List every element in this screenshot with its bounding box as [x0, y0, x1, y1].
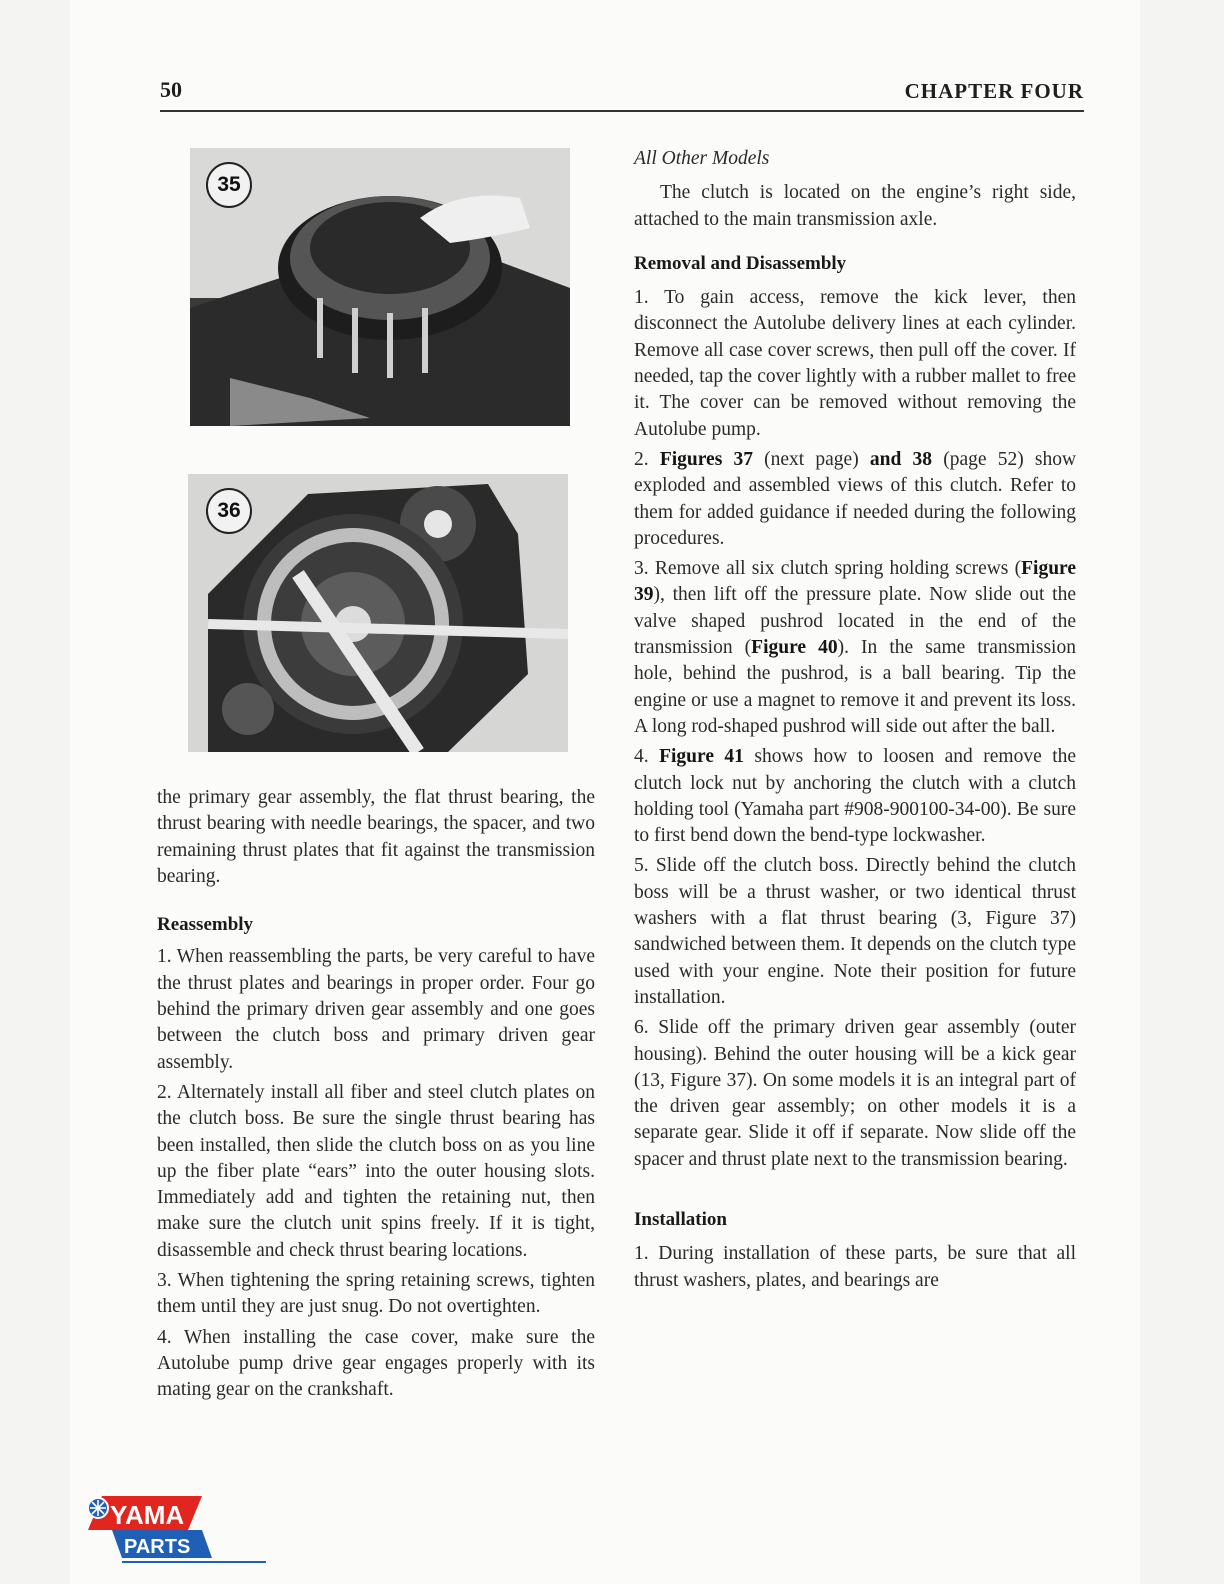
figure-ref: Figures 37 [659, 448, 753, 470]
step-text: Remove all six clutch spring holding screws ( [654, 558, 1022, 580]
logo-top-text: YAMA [110, 1500, 185, 1530]
installation-step [634, 1241, 1076, 1294]
removal-heading: Removal and Disassembly [634, 252, 847, 274]
step-text: To gain access, remove the kick lever, then disconnect the Autolube delivery lines at each cylinder. Remove all case cover screws, then pull off the cover. If needed, tap the cover lightly with a rubber mallet to free it. The cover can be removed without removing the Autolube pump. [634, 287, 1076, 440]
removal-step [634, 556, 1076, 740]
step-text: ), then lift off the pressure plate. Now slide out the valve shaped pushrod located in the end of the transmission ( [634, 584, 1076, 659]
step-text: (page 52) show exploded and assembled views of this clutch. Refer to them for added guidance if needed during the following procedures. [634, 448, 1077, 549]
page-header [160, 72, 1084, 112]
removal-step [634, 744, 1076, 849]
chapter-title: CHAPTER FOUR [904, 79, 1084, 103]
reassembly-step [157, 1268, 595, 1321]
step-number: 2. [157, 1081, 172, 1103]
step-text: When reassembling the parts, be very careful to have the thrust plates and bearings in proper order. Four go behind the primary driven gear assembly and one goes between the clutch boss and primary driven gear assembly. [157, 946, 595, 1073]
step-number: 3. [157, 1270, 172, 1292]
step-text: ). In the same transmission hole, behind the pushrod, is a ball bearing. Tip the engine or use a magnet to remove it and prevent its loss. A long rod-shaped pushrod will side out after the ball. [634, 637, 1076, 737]
intro-paragraph: The clutch is located on the engine’s right side, attached to the main transmission axle. [634, 182, 1076, 230]
figure-number-badge: 35 [206, 162, 252, 208]
step-text: When tightening the spring retaining screws, tighten them until they are just snug. Do not overtighten. [157, 1270, 595, 1318]
reassembly-step [157, 1325, 595, 1404]
figure-number-badge: 36 [206, 488, 252, 534]
reassembly-step [157, 1080, 595, 1264]
continued-paragraph: the primary gear assembly, the flat thrust bearing, the thrust bearing with needle bearings, the spacer, and two remaining thrust plates that fit against the transmission bearing. [157, 787, 595, 887]
step-number: 4. [157, 1326, 172, 1348]
step-text: When installing the case cover, make sure the Autolube pump drive gear engages properly with its mating gear on the crankshaft. [157, 1326, 595, 1401]
reassembly-heading: Reassembly [157, 914, 254, 936]
step-text: (next page) [764, 448, 859, 470]
figure-ref: Figure 39 [634, 558, 1076, 606]
step-number: 5. [634, 855, 649, 877]
page-number: 50 [160, 77, 182, 102]
yama-parts-logo-graphic [84, 1490, 274, 1564]
step-number: 1. [157, 946, 172, 968]
step-number: 2. [634, 448, 649, 470]
step-text: During installation of these parts, be sure that all thrust washers, plates, and bearings are [634, 1243, 1076, 1291]
yama-parts-logo [84, 1490, 274, 1564]
figure-ref: Figure 40 [751, 637, 838, 659]
removal-step [634, 853, 1076, 1011]
removal-step [634, 447, 1076, 552]
step-number: 1. [634, 1243, 649, 1265]
step-text: Slide off the primary driven gear assembly (outer housing). Behind the outer housing will be a kick gear (13, Figure 37). On some models it is an integral part of the driven gear assembly; on other models it is a separate gear. Slide it off if separate. Now slide off the spacer and thrust plate next to the transmission bearing. [634, 1017, 1076, 1170]
installation-heading: Installation [634, 1208, 727, 1230]
reassembly-step [157, 944, 595, 1075]
figure-35-photo [190, 148, 570, 426]
removal-step [634, 1015, 1076, 1173]
step-text: Slide off the clutch boss. Directly behind the clutch boss will be a thrust washer, or two identical thrust washers with a flat thrust bearing (3, Figure 37) sandwiched between them. It depends on the clutch type used with your engine. Note their position for future installation. [634, 855, 1077, 1008]
figure-ref: Figure 41 [659, 746, 744, 768]
models-heading: All Other Models [634, 148, 770, 169]
step-number: 4. [634, 746, 649, 768]
step-number: 3. [634, 558, 649, 580]
step-text: shows how to loosen and remove the clutch lock nut by anchoring the clutch with a clutch holding tool (Yamaha part #908-900100-34-00). Be sure to first bend down the bend-type lockwasher. [634, 746, 1077, 847]
logo-bottom-text: PARTS [124, 1536, 191, 1558]
step-text: Alternately install all fiber and steel clutch plates on the clutch boss. Be sure the single thrust bearing has been installed, then slide the clutch boss on as you line up the fiber plate “ears” into the outer housing slots. Immediately add and tighten the retaining nut, then make sure the clutch unit spins freely. If it is tight, disassemble and check thrust bearing locations. [157, 1081, 595, 1261]
right-column [634, 146, 1076, 1298]
left-column [157, 785, 595, 1408]
removal-step [634, 285, 1076, 443]
step-number: 6. [634, 1017, 649, 1039]
figure-ref: and 38 [869, 448, 933, 470]
figure-36-photo [188, 474, 568, 752]
step-number: 1. [634, 287, 649, 309]
